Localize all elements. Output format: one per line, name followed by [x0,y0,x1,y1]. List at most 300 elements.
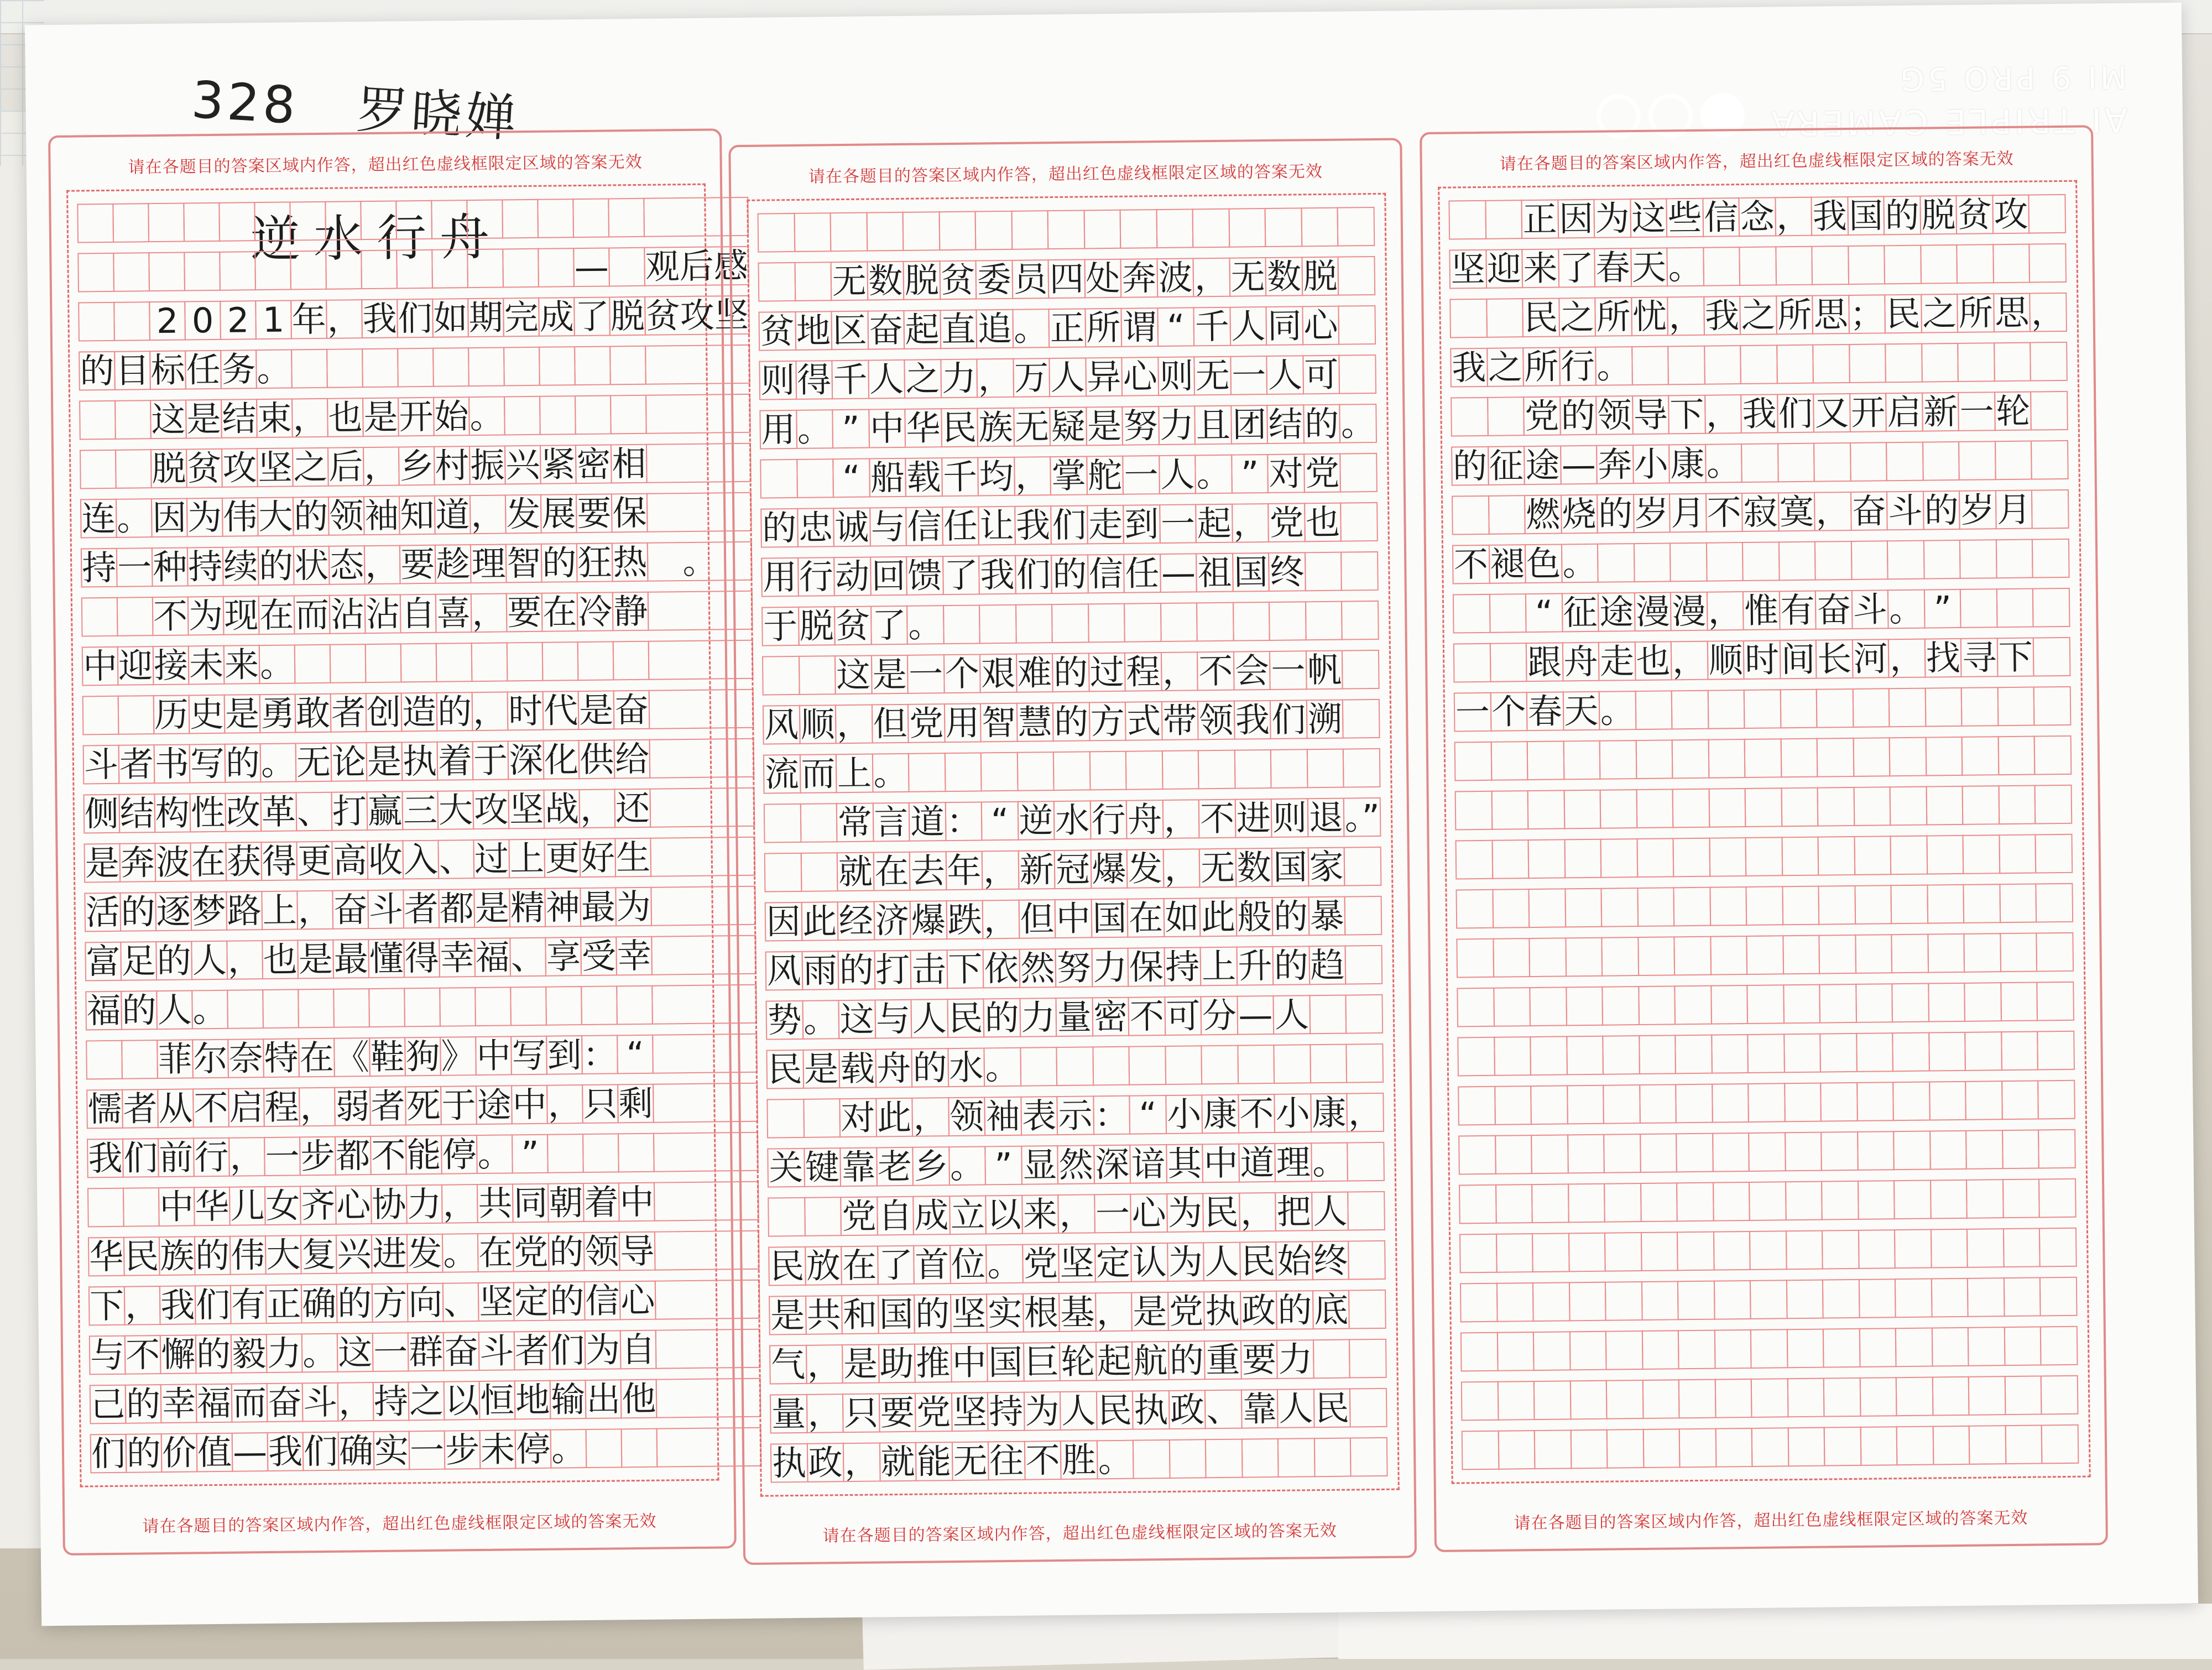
grid-cell: 以 [985,1195,1022,1235]
grid-cell: 个 [1490,692,1527,732]
student-name: 罗晓婵 [355,80,521,149]
grid-cell: 贫 [1956,195,1994,234]
grid-cell: 脱 [798,606,836,646]
grid-cell: 党 [915,1392,952,1432]
grid-cell: 静 [613,591,648,632]
grid-cell: 热 [613,541,648,582]
grid-cell: 春 [1526,691,1564,731]
grid-cell [1818,885,1856,925]
grid-cell: 我 [1450,348,1488,388]
grid-cell [294,644,331,684]
grid-cell: 漫 [1670,592,1708,632]
grid-cell [1892,983,1929,1023]
grid-cell: 气 [769,1345,807,1385]
grid-cell [2005,1375,2042,1415]
grid-cell: 恒 [479,1379,515,1421]
grid-cell: 的 [196,1333,231,1374]
grid-cell: ， [911,1097,949,1137]
grid-cell: ： [945,801,982,841]
grid-cell: 途 [1598,592,1635,632]
grid-cell: 而 [294,594,330,635]
grid-cell [798,655,836,695]
grid-cell [581,985,618,1025]
grid-cell [467,248,504,288]
grid-cell [1741,443,1778,483]
grid-cell: 的 [80,350,114,391]
grid-cell [1496,1282,1533,1322]
grid-cell [1462,1431,1499,1470]
grid-cell: 代 [543,690,578,731]
grid-cell [1783,1034,1821,1073]
grid-cell [1606,1429,1644,1469]
grid-cell: 党 [514,1231,549,1272]
grid-cell [1965,1031,2002,1071]
grid-cell [1489,593,1526,633]
grid-cell: 上 [836,754,873,794]
grid-cell: ： [582,1034,618,1075]
grid-cell [618,1133,655,1173]
grid-cell: 攻 [222,447,257,488]
grid-cell: 贫 [758,311,796,351]
grid-cell: 艰 [979,654,1017,693]
grid-cell: 逆 [1017,801,1055,841]
grid-cell: 实 [986,1293,1024,1333]
grid-cell [764,853,802,893]
grid-cell [1849,343,1886,383]
grid-cell: 的 [1052,702,1090,742]
grid-cell [944,752,982,792]
grid-cell: 长 [1815,639,1853,679]
grid-cell [1961,736,1999,776]
grid-cell [1786,1230,1823,1270]
grid-cell [1345,994,1383,1034]
grid-cell: 受 [581,935,617,977]
grid-cell [803,1098,841,1138]
grid-cell: 是 [367,740,402,782]
grid-cell: 不 [1198,799,1236,839]
grid-cell [2037,982,2074,1021]
grid-cell [1820,1131,1858,1171]
grid-cell: 所 [1522,347,1560,387]
grid-cell: 收 [368,839,403,880]
grid-cell: 后 [328,446,363,487]
grid-cell [395,200,432,240]
grid-cell [545,986,582,1026]
grid-cell: 不 [1705,493,1743,533]
grid-cell [1129,1046,1166,1086]
grid-cell: ， [1671,641,1708,681]
grid-cell: 助 [878,1344,916,1384]
grid-cell: ： [1093,1095,1130,1135]
grid-cell: 们 [1015,555,1052,594]
grid-cell [148,202,185,242]
grid-cell [1456,938,1494,978]
grid-cell: 进 [372,1233,407,1274]
grid-cell [539,395,576,435]
grid-cell [1528,888,1566,928]
grid-cell: 一 [265,1135,300,1177]
grid-cell: 人 [1060,1391,1097,1431]
grid-cell: 自 [877,1196,914,1236]
grid-cell [1350,1437,1387,1477]
grid-cell: 沾 [365,593,400,634]
grid-cell [1923,540,1961,580]
grid-cell: 不 [1128,996,1166,1036]
grid-cell: 的 [1272,896,1310,936]
grid-cell [1678,1330,1715,1370]
grid-cell: 因 [765,902,802,942]
grid-cell [1920,244,1958,284]
grid-cell: 我 [978,555,1016,595]
grid-cell: 逐 [156,890,191,932]
grid-cell [77,203,114,243]
grid-cell: 族 [977,408,1014,447]
grid-cell [1675,1084,1713,1124]
grid-cell [1201,1045,1239,1085]
grid-cell: 老 [876,1147,914,1187]
grid-cell: 舟 [1126,800,1164,839]
grid-cell [1747,1034,1785,1073]
grid-cell [1824,1427,1861,1467]
grid-cell: 政 [1168,1390,1206,1429]
grid-cell [1017,752,1055,791]
grid-cell: 女 [265,1184,300,1226]
grid-cell [1782,886,1819,926]
grid-cell [2039,1228,2077,1267]
grid-cell: ， [472,690,508,732]
grid-cell: 顺 [799,704,836,744]
grid-cell: 如 [1163,897,1201,937]
grid-cell [1858,1229,1896,1269]
panel-notice-bottom: 请在各题目的答案区域内作答，超出红色虚线框限定区域的答案无效 [822,1521,1337,1546]
grid-cell [1959,539,1997,579]
grid-cell: 一 [1159,504,1197,544]
grid-cell [1528,937,1566,977]
grid-cell: 起 [904,310,941,349]
grid-cell: 成 [539,296,575,337]
grid-cell [1992,244,2030,284]
grid-cell: 停 [442,1134,477,1175]
grid-cell: 但 [871,704,909,744]
grid-cell: 在 [1127,898,1165,938]
grid-cell [1714,1280,1751,1320]
grid-cell: 不 [1024,1441,1062,1480]
grid-cell: 论 [331,741,367,782]
grid-cell [2000,982,2038,1021]
grid-cell: 定 [514,1281,549,1322]
grid-cell [1823,1377,1861,1417]
grid-cell [1640,1182,1678,1222]
grid-cell [2005,1424,2043,1464]
grid-cell: 、 [296,791,332,832]
grid-cell: 政 [806,1443,844,1483]
grid-cell [77,253,114,293]
grid-cell: 疑 [1050,406,1087,446]
grid-cell: 会 [1233,651,1271,691]
grid-cell: 小 [1632,444,1670,484]
grid-cell: 量 [770,1394,807,1434]
grid-cell: 接 [153,644,189,686]
grid-cell: 退 [1307,798,1345,838]
grid-cell [80,450,117,489]
grid-cell [1532,1233,1569,1272]
grid-cell: 兴 [336,1233,372,1275]
grid-cell: 思 [1812,295,1850,335]
grid-cell [762,656,800,696]
grid-cell: 持 [187,546,223,587]
grid-cell: 念 [1739,197,1776,237]
grid-cell: 之 [1921,294,1958,333]
grid-cell: 兴 [505,444,540,485]
grid-cell [1775,246,1813,286]
grid-cell: 处 [1084,259,1121,299]
grid-cell [1567,1134,1605,1174]
grid-cell [1859,1328,1897,1368]
grid-cell [1156,208,1193,248]
grid-cell [113,252,150,292]
grid-cell [1637,887,1674,927]
grid-cell: 续 [223,545,258,587]
grid-cell [290,251,327,290]
grid-cell: 。 [192,989,228,1030]
grid-cell [1337,207,1375,247]
grid-cell: 是 [1086,406,1123,446]
grid-cell [1604,1183,1641,1223]
grid-cell [325,201,362,241]
grid-cell: 流 [763,754,801,794]
grid-cell [1778,541,1816,581]
grid-cell [866,212,904,252]
grid-cell: 得 [404,937,440,978]
grid-cell: 帆 [1306,650,1343,690]
grid-cell: 首 [913,1245,951,1285]
grid-cell: 是 [474,887,510,928]
grid-cell [1567,1085,1604,1125]
grid-cell: 不 [371,1134,406,1176]
grid-cell: 活 [85,891,121,932]
grid-cell [1742,541,1780,581]
grid-cell [1569,1331,1606,1371]
grid-cell: 忧 [1631,296,1668,336]
grid-cell [227,989,264,1029]
grid-cell: 坚 [258,446,293,488]
grid-cell: 弱 [335,1086,370,1127]
grid-cell [1532,1282,1570,1322]
grid-cell: 。 [259,643,295,685]
grid-cell: 下 [1997,638,2034,677]
grid-cell: 只 [842,1393,880,1433]
grid-cell: 所 [1957,293,1995,333]
answer-grid [78,197,749,1474]
grid-cell [1198,750,1235,790]
grid-cell: 向 [408,1282,443,1323]
grid-cell: 祖 [1196,553,1233,593]
grid-cell [1777,443,1815,483]
grid-cell [1564,888,1602,928]
grid-cell: ， [547,1083,583,1125]
grid-cell [1564,839,1601,879]
grid-cell [542,641,579,681]
grid-cell: 党 [1167,1291,1205,1331]
grid-cell: 就 [837,852,874,892]
grid-cell [2001,1031,2038,1071]
grid-cell [1605,1330,1643,1370]
grid-cell: 年 [291,299,327,340]
grid-cell: 小 [1165,1094,1203,1134]
grid-cell: 的 [126,1383,161,1424]
grid-cell [1751,1378,1788,1418]
grid-cell: 同 [513,1182,548,1223]
grid-cell: — [232,1432,269,1472]
grid-cell [466,199,503,239]
grid-cell: 和 [841,1295,879,1334]
grid-cell [616,985,653,1025]
answer-panel-2 [728,138,1417,1565]
grid-cell: 为 [616,886,651,927]
grid-cell [1964,982,2002,1022]
grid-cell: 展 [541,493,576,534]
grid-cell: 民 [766,1050,804,1089]
grid-cell: 波 [1156,258,1194,298]
grid-cell: 这 [838,999,876,1039]
grid-cell [1745,787,1782,827]
grid-cell: ， [442,1183,477,1224]
grid-cell [1088,603,1125,643]
grid-cell: 天 [1630,247,1668,287]
grid-cell: 喜 [436,592,471,634]
grid-cell [1927,884,1964,924]
grid-cell [1744,738,1782,778]
grid-cell: 。 [906,605,944,645]
grid-cell [1313,1339,1350,1379]
grid-cell: 下 [1668,395,1705,435]
grid-cell [1747,1083,1785,1123]
grid-cell: 深 [1093,1145,1131,1184]
grid-cell: 个 [943,654,981,693]
grid-cell [1925,687,1963,727]
grid-cell: 来 [224,644,259,685]
grid-cell: 执 [1203,1291,1241,1331]
grid-cell: 中 [159,1186,194,1227]
grid-cell: 不 [153,595,188,636]
grid-cell: 人 [1266,355,1304,395]
grid-cell: 信 [905,507,943,546]
grid-cell: 舟 [1562,642,1599,682]
grid-cell: ” [1231,454,1269,494]
grid-cell: ， [471,493,505,535]
grid-cell: 对 [1267,453,1305,493]
panel-notice-top: 请在各题目的答案区域内作答，超出红色虚线框限定区域的答案无效 [128,152,643,178]
grid-cell [2038,1129,2076,1169]
grid-cell: 均 [977,457,1015,497]
grid-cell: 异 [1085,357,1123,397]
grid-cell [1277,1438,1315,1478]
answer-panel-1 [48,128,749,1556]
grid-cell [1120,209,1157,249]
grid-cell: 到 [1123,504,1160,544]
grid-cell [2002,1129,2039,1169]
grid-cell: 伟 [222,496,258,537]
grid-cell [400,643,437,683]
grid-cell: 斗 [368,888,404,930]
grid-cell: 员 [1011,259,1049,299]
grid-cell: — [573,247,610,287]
grid-cell: 我 [268,1431,303,1472]
grid-cell [1234,749,1272,789]
grid-cell [2029,243,2067,283]
grid-cell: 之 [409,1380,444,1421]
grid-cell: 领 [1197,701,1235,740]
grid-cell [1338,256,1375,296]
grid-cell: 的 [293,495,328,536]
grid-cell [1711,1034,1749,1074]
answer-panel-3 [1420,125,2108,1552]
grid-cell [1641,1231,1678,1271]
grid-cell: 斗 [1886,491,1924,531]
grid-cell [1928,1032,1966,1072]
grid-cell [471,642,508,682]
grid-cell [1893,1180,1931,1220]
grid-cell [1056,1046,1094,1086]
grid-cell [504,396,541,436]
grid-cell: 键 [804,1147,841,1187]
grid-cell [112,203,149,243]
grid-cell: 国 [1091,899,1128,938]
grid-cell: 。 [1599,691,1636,730]
grid-cell [1639,1035,1676,1074]
grid-cell [2031,391,2068,431]
grid-cell: 的 [122,989,157,1031]
grid-cell: 相 [612,443,646,484]
grid-cell [2034,735,2072,775]
grid-cell [804,1197,842,1236]
grid-cell: 着 [437,740,473,781]
grid-cell: 停 [515,1428,551,1469]
grid-cell [404,988,441,1027]
grid-cell: 。 [116,497,152,539]
grid-cell: 也 [263,938,298,980]
grid-cell [502,199,539,239]
grid-cell [1747,984,1785,1024]
grid-cell [1642,1379,1679,1419]
grid-cell: 道 [1238,1143,1276,1183]
grid-cell: 共 [805,1295,843,1335]
grid-cell [1853,786,1891,826]
grid-cell [1493,987,1531,1027]
grid-cell: 齐 [301,1184,336,1225]
grid-cell: ， [364,544,400,585]
grid-cell: 靠 [839,1147,877,1187]
grid-cell [1493,938,1530,978]
grid-cell [2035,834,2073,874]
grid-cell: 忠 [797,508,834,547]
grid-cell: 我 [1234,700,1271,740]
grid-cell [1460,1283,1498,1323]
grid-cell [1345,945,1383,985]
watermark-line-1: AI TRIPLE CAMERA [1768,100,2128,143]
grid-cell: 民 [768,1246,806,1286]
grid-cell: “ [1129,1095,1167,1135]
grid-cell [1667,346,1705,385]
grid-cell: 推 [914,1343,952,1383]
grid-cell: 谓 [1121,307,1159,347]
grid-cell: ， [1775,197,1812,237]
grid-cell: 死 [406,1085,441,1126]
grid-cell: 不 [1238,1094,1275,1134]
grid-cell [1709,837,1746,877]
grid-cell: 得 [795,360,833,400]
grid-cell: 顺 [1707,640,1744,680]
